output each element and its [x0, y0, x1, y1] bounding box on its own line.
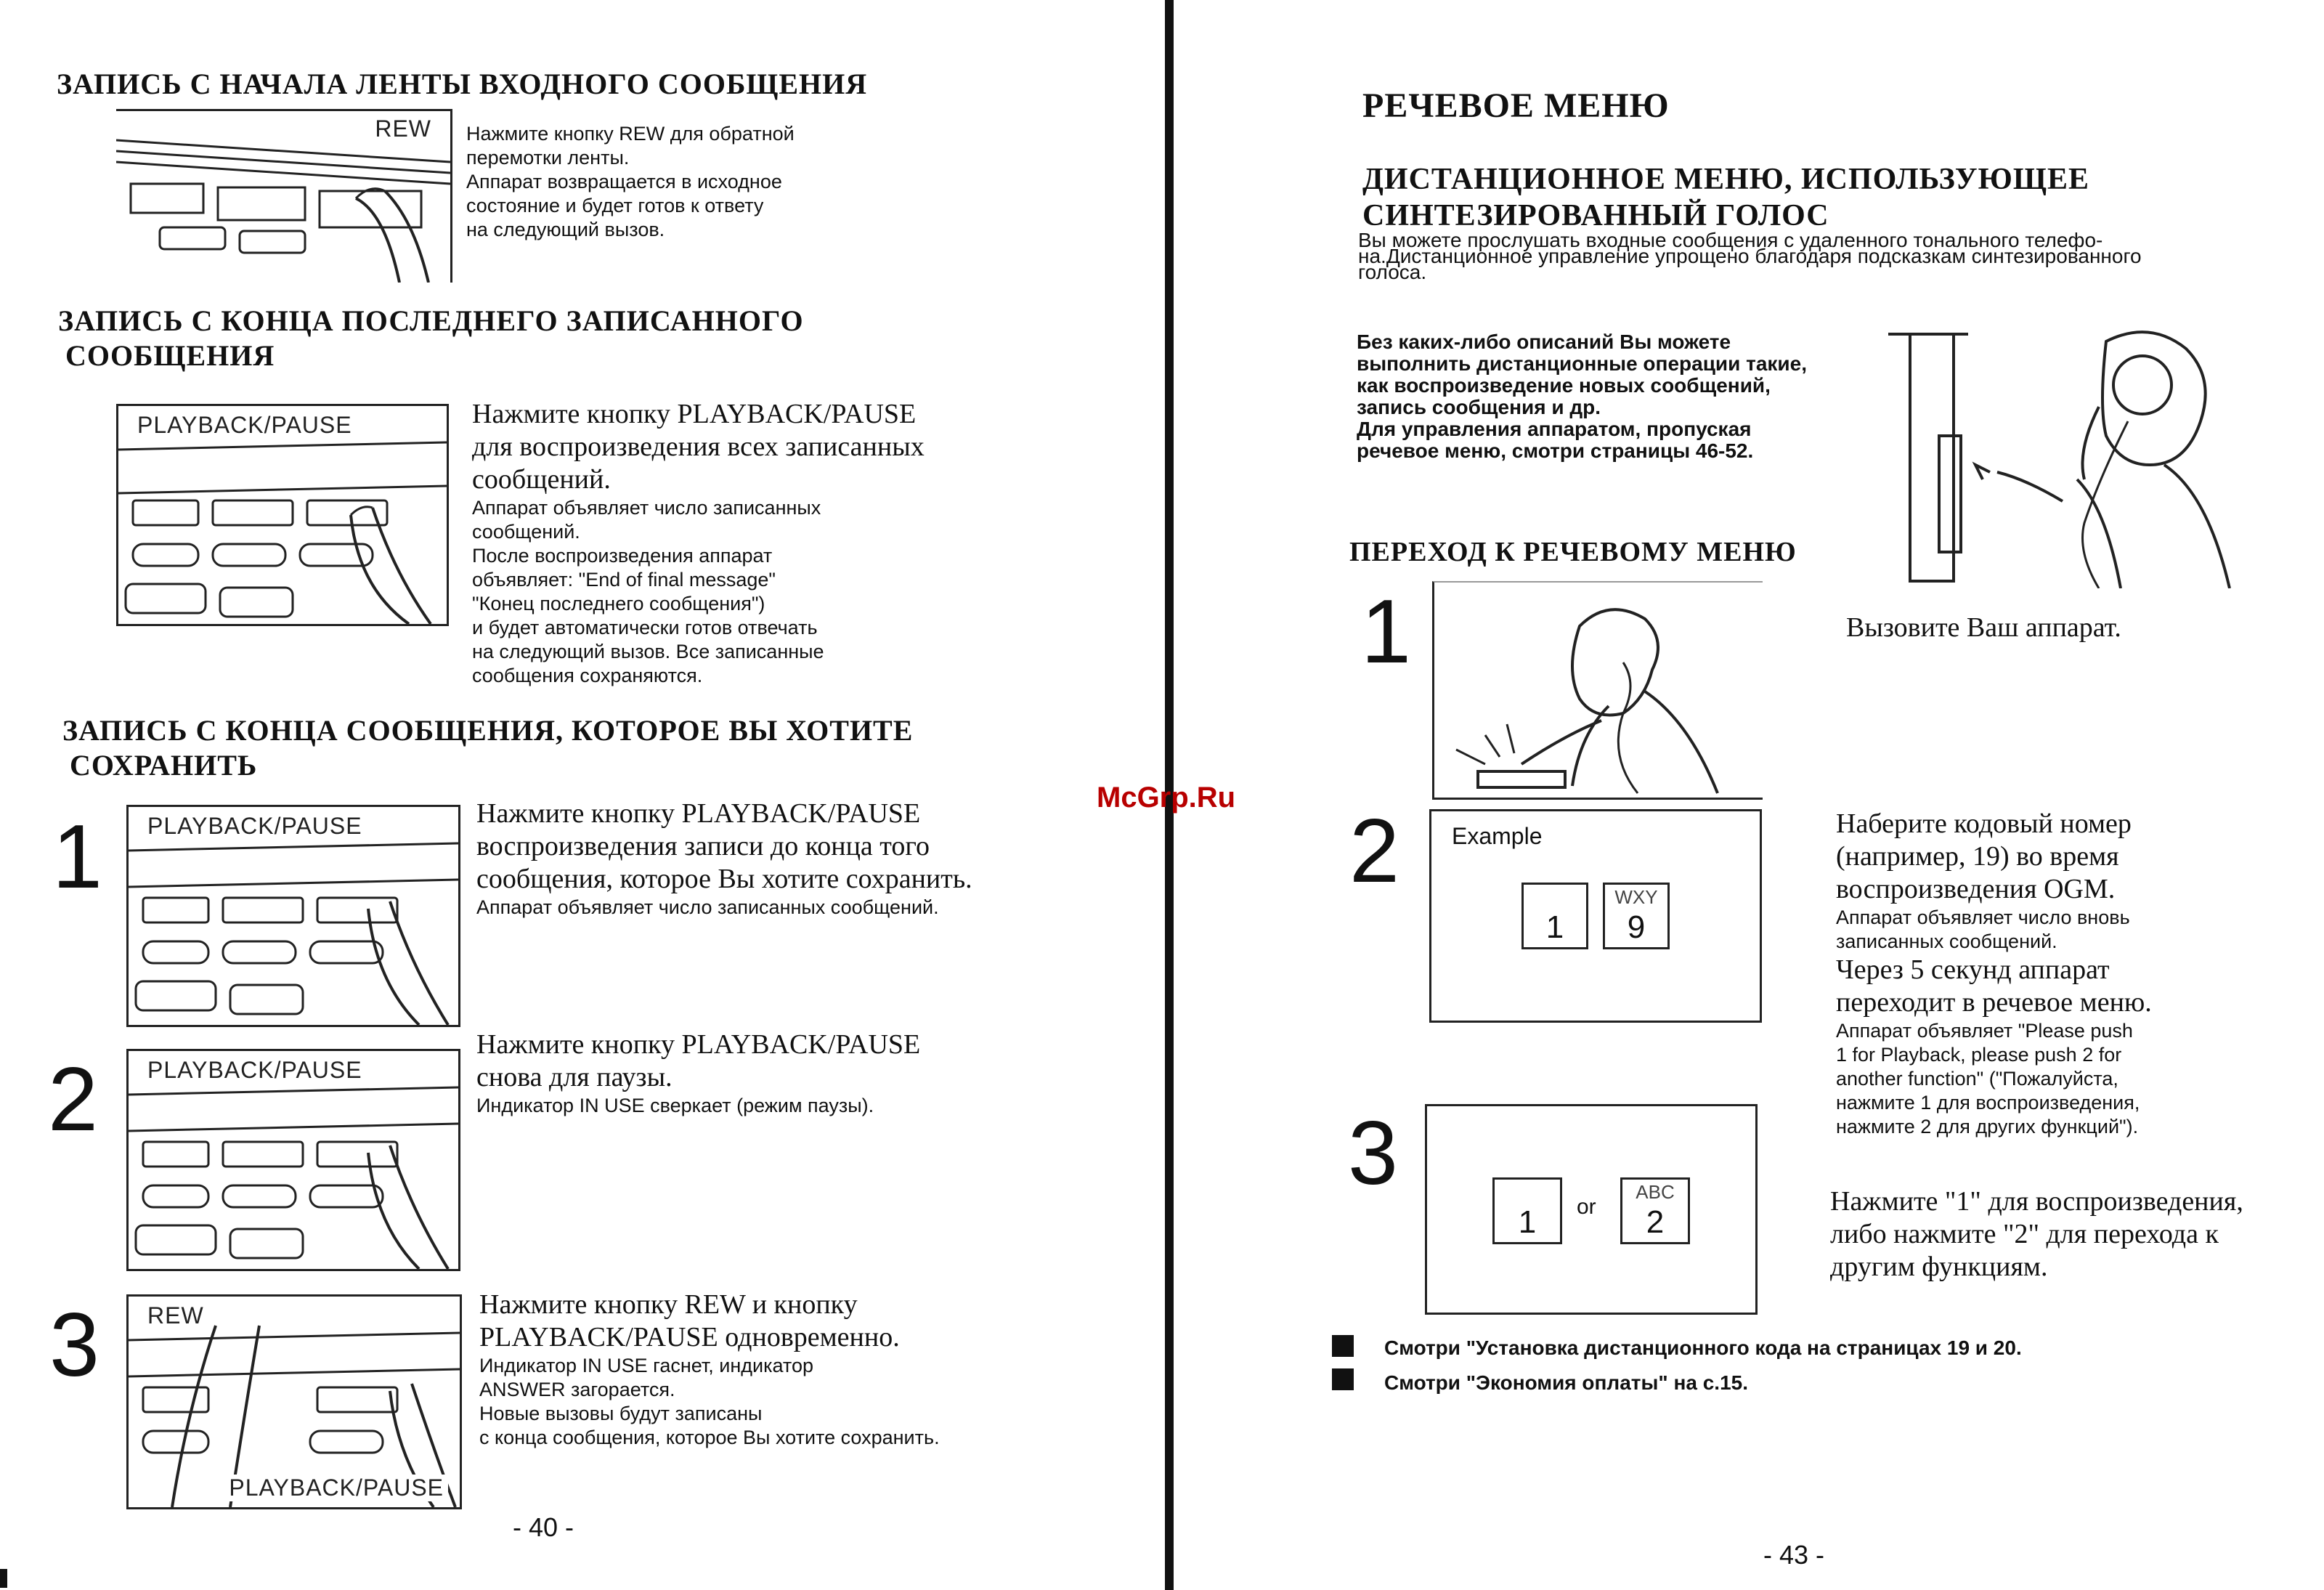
key-digit: 1: [1518, 1204, 1537, 1240]
step-number: 2: [1349, 801, 1399, 901]
answering-machine-illustration-step1: [126, 805, 460, 1027]
step2-text: [1836, 808, 2152, 1139]
key-2-button: [1620, 1177, 1690, 1244]
answering-machine-illustration-rew: [116, 109, 452, 283]
step2-text: [476, 1029, 920, 1118]
text-line: запись сообщения и др.: [1357, 396, 1601, 418]
text-line: another function" ("Пожалуйста,: [1836, 1068, 2118, 1090]
section-title-last-message: [58, 304, 804, 373]
subtitle-line: СИНТЕЗИРОВАННЫЙ ГОЛОС: [1362, 199, 1829, 232]
step-number: 1: [1361, 582, 1411, 682]
text-line: (например, 19) во время: [1836, 841, 2119, 872]
text-line: После воспроизведения аппарат: [472, 545, 773, 567]
text-line: либо нажмите "2" для перехода к: [1830, 1219, 2219, 1249]
machine-panel-drawing: [129, 1051, 458, 1269]
text-line: на следующий вызов.: [466, 219, 665, 240]
bullet-icon: [1332, 1335, 1354, 1357]
text-line: с конца сообщения, которое Вы хотите сохранить.: [479, 1427, 940, 1448]
man-phone-drawing: [1434, 583, 1763, 798]
key-choice-box: [1425, 1104, 1758, 1315]
sec2-text: [472, 398, 925, 688]
text-line: Новые вызовы будут записаны: [479, 1403, 763, 1424]
page-number-right: - 43 -: [1763, 1540, 1825, 1570]
playback-pause-label: PLAYBACK/PAUSE: [143, 1057, 367, 1084]
section-title-save-message: [62, 713, 913, 783]
key-digit: 9: [1627, 909, 1646, 945]
bullet-icon: [1332, 1368, 1354, 1390]
playback-pause-label: PLAYBACK/PAUSE: [143, 813, 367, 840]
text-line: воспроизведения записи до конца того: [476, 831, 930, 861]
text-line: другим функциям.: [1830, 1252, 2048, 1282]
page-number-left: - 40 -: [513, 1512, 574, 1542]
text-line: сообщений.: [472, 521, 580, 543]
rew-label: REW: [143, 1302, 208, 1329]
key-digit: 2: [1646, 1204, 1665, 1240]
text-line: сообщения сохраняются.: [472, 665, 703, 686]
text-line: Для управления аппаратом, пропуская: [1357, 418, 1752, 440]
text-line: Нажмите "1" для воспроизведения,: [1830, 1186, 2243, 1217]
woman-telephone-illustration: [1888, 320, 2237, 588]
machine-panel-drawing: [118, 406, 447, 624]
playback-pause-label: PLAYBACK/PAUSE: [224, 1475, 448, 1501]
text-line: нажмите 1 для воспроизведения,: [1836, 1092, 2140, 1114]
section-title-voice-menu: ПЕРЕХОД К РЕЧЕВОМУ МЕНЮ: [1349, 537, 1797, 567]
answering-machine-illustration-step2: [126, 1049, 460, 1271]
text-line: Нажмите кнопку REW и кнопку: [479, 1289, 858, 1320]
text-line: выполнить дистанционные операции такие,: [1357, 352, 1807, 375]
step3-text: [1830, 1185, 2243, 1283]
text-line: перемотки ленты.: [466, 147, 630, 169]
page-title: РЕЧЕВОЕ МЕНЮ: [1362, 86, 1670, 125]
playback-pause-label: PLAYBACK/PAUSE: [133, 412, 357, 439]
text-line: Нажмите кнопку PLAYBACK/PAUSE: [476, 1029, 921, 1060]
section-subtitle: [1362, 161, 2089, 234]
text-line: снова для паузы.: [476, 1062, 673, 1092]
title-line: СОХРАНИТЬ: [70, 749, 258, 782]
text-line: нажмите 2 для других функций").: [1836, 1116, 2139, 1137]
text-line: сообщения, которое Вы хотите сохранить.: [476, 864, 972, 894]
text-line: Нажмите кнопку REW для обратной: [466, 123, 795, 145]
text-line: Аппарат объявляет число записанных сообщений.: [476, 896, 939, 918]
text-line: речевое меню, смотри страницы 46-52.: [1357, 439, 1754, 462]
text-line: Без каких-либо описаний Вы можете: [1357, 330, 1731, 353]
text-line: Индикатор IN USE гаснет, индикатор: [479, 1355, 814, 1376]
text-line: Через 5 секунд аппарат: [1836, 954, 2110, 985]
intro-paragraph: [1357, 331, 1807, 462]
text-line: Аппарат возвращается в исходное: [466, 171, 782, 192]
machine-panel-drawing: [129, 807, 458, 1025]
title-line: ЗАПИСЬ С КОНЦА ПОСЛЕДНЕГО ЗАПИСАННОГО: [58, 304, 804, 337]
text-line: Вызовите Ваш аппарат.: [1846, 612, 2121, 643]
text-line: воспроизведения OGM.: [1836, 874, 2116, 904]
text-line: Вы можете прослушать входные сообщения с удаленного тонального телефо-: [1358, 229, 2103, 251]
text-line: Аппарат объявляет число вновь: [1836, 906, 2130, 928]
text-line: голоса.: [1358, 261, 1427, 283]
step-number: 3: [1348, 1103, 1398, 1204]
step-number: 1: [52, 807, 102, 907]
scan-edge-mark: [0, 1569, 7, 1588]
text-line: и будет автоматически готов отвечать: [472, 617, 818, 638]
step3-text: [479, 1289, 940, 1450]
man-calling-illustration: [1432, 581, 1763, 800]
example-label: Example: [1452, 823, 1543, 849]
text-line: на следующий вызов. Все записанные: [472, 641, 824, 662]
watermark: McGrp.Ru: [1097, 782, 1236, 814]
text-line: ANSWER загорается.: [479, 1379, 675, 1400]
text-line: 1 for Playback, please push 2 for: [1836, 1044, 2122, 1066]
key-9-button: [1603, 883, 1670, 949]
text-line: PLAYBACK/PAUSE одновременно.: [479, 1322, 900, 1352]
intro-text: [1358, 229, 2302, 283]
section-title-tape-start: ЗАПИСЬ С НАЧАЛА ЛЕНТЫ ВХОДНОГО СООБЩЕНИЯ: [57, 68, 868, 100]
step1-text: [1846, 612, 2121, 644]
text-line: Индикатор IN USE сверкает (режим паузы).: [476, 1095, 874, 1116]
text-line: переходит в речевое меню.: [1836, 987, 2152, 1018]
text-line: Аппарат объявляет "Please push: [1836, 1020, 2133, 1042]
text-line: Аппарат объявляет число записанных: [472, 497, 821, 519]
subtitle-line: ДИСТАНЦИОННОЕ МЕНЮ, ИСПОЛЬЗУЮЩЕЕ: [1362, 163, 2090, 196]
text-line: Наберите кодовый номер: [1836, 808, 2132, 839]
text-line: как воспроизведение новых сообщений,: [1357, 374, 1771, 397]
text-line: на.Дистанционное управление упрощено благодаря подсказкам синтезированного: [1358, 245, 2142, 267]
note-line: Смотри "Экономия оплаты" на с.15.: [1384, 1371, 1749, 1394]
rew-label: REW: [370, 115, 436, 142]
key-letters: WXY: [1614, 886, 1658, 908]
step1-text: [476, 798, 972, 920]
answering-machine-illustration-playback: [116, 404, 449, 626]
key-digit: 1: [1545, 909, 1564, 945]
text-line: Нажмите кнопку PLAYBACK/PAUSE: [476, 798, 921, 829]
key-1-button: [1521, 883, 1588, 949]
key-letters: ABC: [1636, 1181, 1675, 1203]
key-1-button: [1492, 1177, 1562, 1244]
woman-phone-drawing: [1888, 320, 2237, 588]
title-line: ЗАПИСЬ С КОНЦА СООБЩЕНИЯ, КОТОРОЕ ВЫ ХОТИТЕ: [62, 714, 914, 747]
note-line: Смотри "Установка дистанционного кода на страницах 19 и 20.: [1384, 1337, 2022, 1359]
title-line: СООБЩЕНИЯ: [65, 339, 275, 372]
text-line: записанных сообщений.: [1836, 930, 2057, 952]
text-line: состояние и будет готов к ответу: [466, 195, 764, 216]
text-line: "Конец последнего сообщения"): [472, 593, 765, 614]
example-keypad-box: [1429, 809, 1762, 1023]
step-number: 3: [49, 1295, 99, 1395]
or-label: or: [1577, 1195, 1596, 1219]
answering-machine-illustration-step3: [126, 1294, 462, 1509]
text-line: для воспроизведения всех записанных: [472, 431, 925, 462]
text-line: сообщений.: [472, 464, 611, 495]
sec1-text: [466, 122, 795, 242]
text-line: Нажмите кнопку PLAYBACK/PAUSE: [472, 399, 917, 429]
text-line: объявляет: "End of final message": [472, 569, 776, 591]
step-number: 2: [48, 1050, 98, 1150]
